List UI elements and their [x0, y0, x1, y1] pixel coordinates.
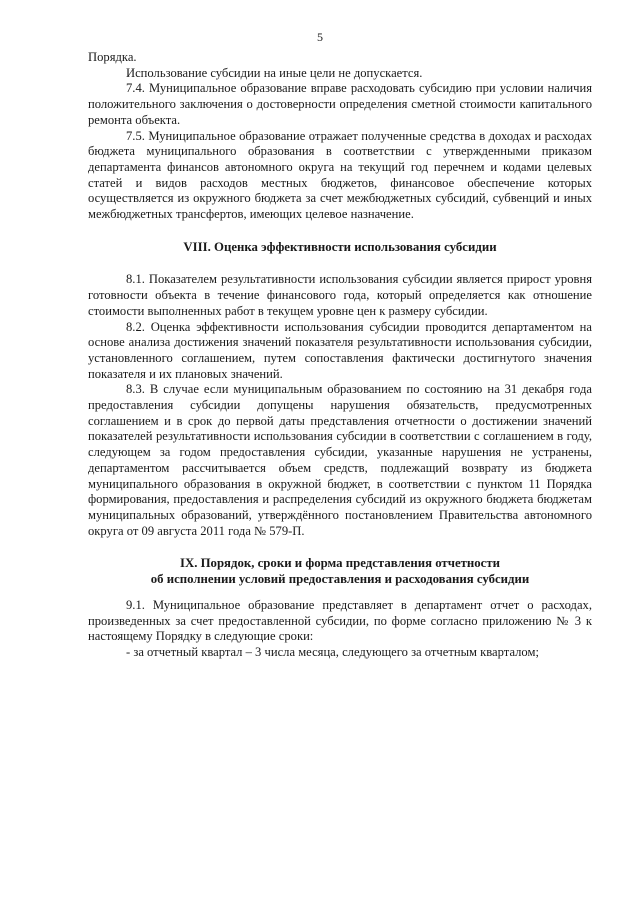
paragraph-9-1: 9.1. Муниципальное образование представляет в департамент отчет о расходах, произведенных за счет предоставленной субсидии, по форме согласно приложению № 3 к настоящему Порядку в следующие сроки: [88, 597, 592, 644]
paragraph-top: Порядка. [88, 50, 137, 64]
paragraph-7-5: 7.5. Муниципальное образование отражает полученные средства в доходах и расходах бюджета муниципального образования в соответствии с утвержденными приказом департамента финансов автономного округа на текущий год перечнем и кодами целевых статей и видов расходов местных бюджетов, финансовое обеспечение которых осуществляется из окружного бюджета за счет межбюджетных субсидий, субвенций и иных межбюджетных трансфертов, имеющих целевое назначение. [88, 128, 592, 222]
list-item-quarterly: - за отчетный квартал – 3 числа месяца, следующего за отчетным кварталом; [126, 644, 539, 659]
paragraph-8-2: 8.2. Оценка эффективности использования субсидии проводится департаментом на основе анализа достижения значений показателя результативности использования субсидии, установленного соглашением, путем сопоставления фактически достигнутого значения показателя и их плановых значений. [88, 319, 592, 381]
section-heading-9-line1: IX. Порядок, сроки и форма представления отчетности [179, 556, 501, 571]
paragraph-8-1: 8.1. Показателем результативности использования субсидии является прирост уровня готовности объекта в течение финансового года, который определяется как отношение стоимости выполненных работ в текущем уровне цен к размеру субсидии. [88, 272, 592, 318]
document-body [88, 50, 592, 661]
paragraph-7-4: 7.4. Муниципальное образование вправе расходовать субсидию при условии наличия положительного заключения о достоверности определения сметной стоимости капитального ремонта объекта. [88, 81, 592, 127]
paragraph-8-3: 8.3. В случае если муниципальным образованием по состоянию на 31 декабря года предоставления субсидии допущены нарушения обязательств, предусмотренных соглашением и в срок до первой даты представления отчетности о достижении значений показателей результативности использования субсидии в соответствии с соглашением в году, следующем за годом предоставления субсидии, указанные нарушения не устранены, департаментом рассчитывается объем средств, подлежащий возврату из бюджета муниципального образования в окружной бюджет, в соответствии с пунктом 11 Порядка формирования, предоставления и распределения субсидий из окружного бюджета бюджетам муниципальных образований, утверждённого постановлением Правительства автономного округа от 09 августа 2011 года № 579-П. [88, 382, 592, 538]
section-heading-9-line2: об исполнении условий предоставления и расходования субсидии [150, 572, 530, 587]
page-number: 5 [317, 30, 323, 44]
paragraph-misuse: Использование субсидии на иные цели не допускается. [126, 65, 423, 80]
section-heading-9 [88, 556, 592, 587]
section-heading-8: VIII. Оценка эффективности использования субсидии [183, 239, 497, 254]
